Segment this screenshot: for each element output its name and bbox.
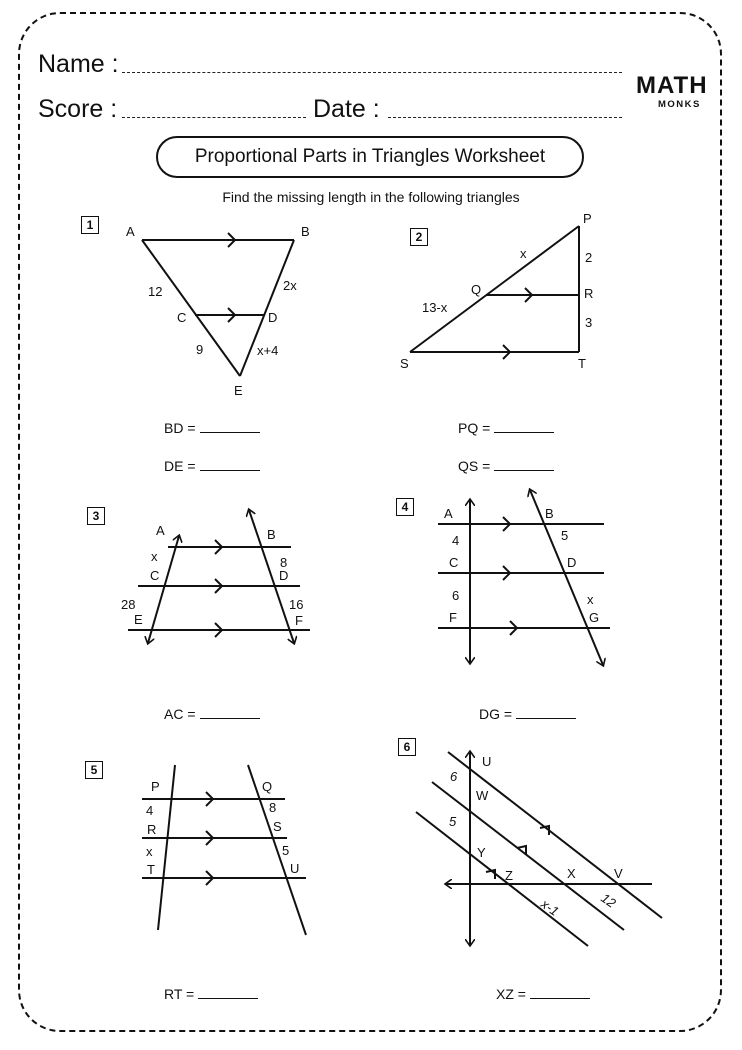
label-t: T xyxy=(578,356,586,371)
answer-label: BD = xyxy=(164,420,196,436)
answer-label: DE = xyxy=(164,458,196,474)
label-e: E xyxy=(134,612,143,627)
answer-xz[interactable] xyxy=(496,986,590,1002)
label-q: Q xyxy=(262,779,273,794)
label-u: U xyxy=(482,754,492,769)
answer-de[interactable] xyxy=(164,458,260,474)
side-rt: x xyxy=(146,844,153,859)
answer-label: PQ = xyxy=(458,420,491,436)
side-ac: 4 xyxy=(452,533,460,548)
side-wy: 5 xyxy=(449,814,457,829)
answer-blank[interactable] xyxy=(494,432,554,433)
worksheet-title: Proportional Parts in Triangles Worksheet xyxy=(156,136,584,178)
label-b: B xyxy=(545,506,554,521)
label-f: F xyxy=(449,610,457,625)
answer-label: RT = xyxy=(164,986,195,1002)
label-b: B xyxy=(301,224,310,239)
answer-label: XZ = xyxy=(496,986,526,1002)
name-label: Name : xyxy=(38,50,119,78)
side-ac: x xyxy=(151,549,158,564)
transversal-right xyxy=(248,765,306,935)
parallel-line-3 xyxy=(416,812,588,946)
line-ps xyxy=(410,226,579,352)
answer-rt[interactable] xyxy=(164,986,258,1002)
side-ac: 12 xyxy=(148,284,163,299)
side-cf: 6 xyxy=(452,588,460,603)
answer-ac[interactable] xyxy=(164,706,260,722)
answer-blank[interactable] xyxy=(198,998,258,999)
side-pr: 2 xyxy=(585,250,593,265)
side-pr: 4 xyxy=(146,803,154,818)
problem-number-3: 3 xyxy=(87,507,105,525)
label-a: A xyxy=(156,523,165,538)
answer-pq[interactable] xyxy=(458,420,554,436)
side-dg: x xyxy=(587,592,594,607)
triangle-1 xyxy=(126,224,310,398)
triangle-2 xyxy=(400,211,593,371)
answer-blank[interactable] xyxy=(516,718,576,719)
label-c: C xyxy=(177,310,187,325)
label-d: D xyxy=(567,555,577,570)
problem-number-6: 6 xyxy=(398,738,416,756)
transversal-right xyxy=(530,490,603,665)
side-su: 5 xyxy=(282,843,290,858)
label-d: D xyxy=(268,310,278,325)
label-r: R xyxy=(147,822,157,837)
side-bd: 8 xyxy=(280,555,288,570)
answer-blank[interactable] xyxy=(494,470,554,471)
label-a: A xyxy=(126,224,135,239)
label-p: P xyxy=(151,779,160,794)
side-bd: 2x xyxy=(283,278,297,293)
answer-dg[interactable] xyxy=(479,706,576,722)
label-p: P xyxy=(583,211,592,226)
label-t: T xyxy=(147,862,155,877)
logo-top-text: MATH xyxy=(636,72,708,99)
side-zx: x-1 xyxy=(538,896,562,919)
label-a: A xyxy=(444,506,453,521)
side-qs: 13-x xyxy=(422,300,448,315)
side-ce: 9 xyxy=(196,342,204,357)
answer-blank[interactable] xyxy=(200,470,260,471)
label-u: U xyxy=(290,861,300,876)
figure-3 xyxy=(121,510,310,643)
label-g: G xyxy=(589,610,600,625)
problem-number-2: 2 xyxy=(410,228,428,246)
parallel-line-1 xyxy=(448,752,662,918)
figure-6 xyxy=(416,752,662,946)
label-e: E xyxy=(234,383,243,398)
parallel-line-2 xyxy=(432,782,624,930)
side-rt: 3 xyxy=(585,315,593,330)
answer-label: QS = xyxy=(458,458,491,474)
answer-label: AC = xyxy=(164,706,196,722)
label-d: D xyxy=(279,568,289,583)
side-qs: 8 xyxy=(269,800,277,815)
label-s: S xyxy=(273,819,282,834)
date-label: Date : xyxy=(313,95,380,123)
figure-4 xyxy=(438,490,610,665)
label-r: R xyxy=(584,286,594,301)
transversal-left xyxy=(158,765,175,930)
label-x: X xyxy=(567,866,576,881)
label-v: V xyxy=(614,866,623,881)
side-bd: 5 xyxy=(561,528,569,543)
answer-blank[interactable] xyxy=(200,718,260,719)
side-df: 16 xyxy=(289,597,304,612)
answer-blank[interactable] xyxy=(530,998,590,999)
side-pq: x xyxy=(520,246,527,261)
label-z: Z xyxy=(505,868,513,883)
label-y: Y xyxy=(477,845,486,860)
label-f: F xyxy=(295,613,303,628)
label-b: B xyxy=(267,527,276,542)
score-label: Score : xyxy=(38,95,118,123)
line-ae xyxy=(142,240,240,376)
instruction-text: Find the missing length in the following triangles xyxy=(222,189,520,205)
label-c: C xyxy=(150,568,160,583)
label-c: C xyxy=(449,555,459,570)
side-uw: 6 xyxy=(450,769,458,784)
label-s: S xyxy=(400,356,409,371)
problem-number-4: 4 xyxy=(396,498,414,516)
label-w: W xyxy=(476,788,489,803)
answer-blank[interactable] xyxy=(200,432,260,433)
figure-5 xyxy=(142,765,306,935)
problem-number-5: 5 xyxy=(85,761,103,779)
side-xv: 12 xyxy=(598,890,619,911)
answer-label: DG = xyxy=(479,706,513,722)
logo-bottom-text: MONKS xyxy=(658,99,701,110)
side-ce: 28 xyxy=(121,597,136,612)
label-q: Q xyxy=(471,282,482,297)
answer-qs[interactable] xyxy=(458,458,554,474)
problem-number-1: 1 xyxy=(81,216,99,234)
side-de: x+4 xyxy=(257,343,279,358)
answer-bd[interactable] xyxy=(164,420,260,436)
